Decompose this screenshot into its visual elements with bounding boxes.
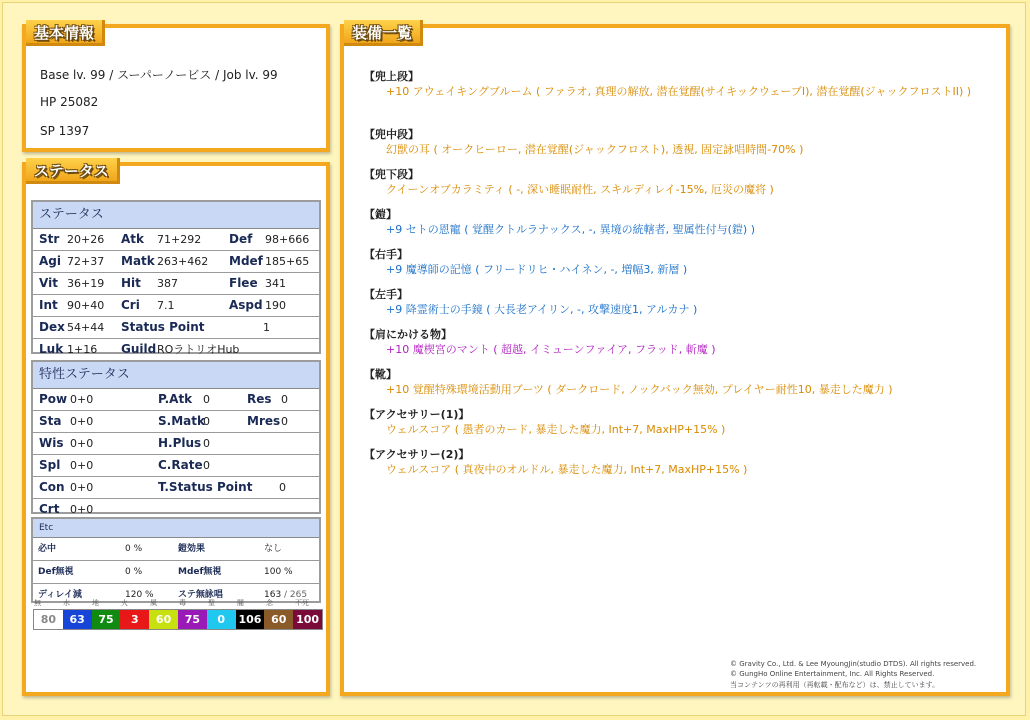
- derived-value: 98+666: [265, 233, 310, 246]
- derived-value: 0: [203, 393, 210, 406]
- derived-label: Mdef: [229, 254, 263, 268]
- derived-label: Flee: [229, 276, 258, 290]
- equipment-item: +10 アウェイキングブルーム ( ファラオ, 真理の解放, 潜在覚醒(サイキックウェーブI), 潜在覚醒(ジャックフロストII) ): [386, 85, 972, 98]
- element-resistance-cell: 0: [207, 610, 236, 629]
- stat-label: Sta: [39, 414, 62, 428]
- derived-label: Atk: [121, 232, 145, 246]
- stat-label: Wis: [39, 436, 64, 450]
- element-resistance-cell: 100: [293, 610, 322, 629]
- trait-status-table: [31, 360, 321, 514]
- status-table: [31, 200, 321, 354]
- etc-value: 0 %: [125, 567, 143, 577]
- derived-value: 341: [265, 277, 286, 290]
- equipment-item: +10 魔楔宮のマント ( 超越, イミューンファイア, フラッド, 斬魔 ): [386, 343, 716, 356]
- element-name: 闇: [237, 599, 244, 607]
- element-names: [33, 598, 323, 608]
- etc-value: 0 %: [125, 544, 143, 554]
- basic-info-panel: [22, 24, 330, 152]
- derived-label: Matk: [121, 254, 155, 268]
- stat-value: 54+44: [67, 321, 105, 334]
- derived-value: 0: [203, 459, 210, 472]
- status-panel: [22, 162, 330, 696]
- etc-value: なし: [264, 544, 283, 554]
- equipment-item: 幻獣の耳 ( オークヒーロー, 潜在覚醒(ジャックフロスト), 透視, 固定詠唱時間-70% ): [386, 143, 804, 156]
- etc-label: 必中: [38, 544, 57, 554]
- element-resistance-cell: 60: [264, 610, 293, 629]
- derived-label: Hit: [121, 276, 141, 290]
- element-resistance-cell: 3: [120, 610, 149, 629]
- hp-line: HP 25082: [40, 95, 99, 109]
- stat-label: Int: [39, 298, 58, 312]
- stat-row: [33, 411, 319, 433]
- derived-label: Guild: [121, 342, 157, 356]
- equipment-item: +9 降霊術士の手鏡 ( 大長老アイリン, -, 攻撃速度1, アルカナ ): [386, 303, 698, 316]
- element-name: 風: [150, 599, 157, 607]
- stat-row: [33, 433, 319, 455]
- derived-label: H.Plus: [158, 436, 202, 450]
- equipment-slot-label: 【アクセサリー(2)】: [364, 448, 470, 461]
- element-name: 地: [92, 599, 99, 607]
- equipment-slot-label: 【靴】: [364, 368, 397, 381]
- etc-value: 120 %: [125, 590, 154, 600]
- derived-label: Cri: [121, 298, 140, 312]
- derived-value: 71+292: [157, 233, 202, 246]
- etc-table-title: Etc: [33, 519, 319, 538]
- derived-label: S.Matk: [158, 414, 205, 428]
- stat-row: [33, 477, 319, 499]
- etc-table: [31, 517, 321, 603]
- equipment-item: ウェルスコア ( 真夜中のオルドル, 暴走した魔力, Int+7, MaxHP+15% ): [386, 463, 748, 476]
- etc-value: 100 %: [264, 567, 293, 577]
- stat-label: Str: [39, 232, 60, 246]
- stat-row: [33, 273, 319, 295]
- etc-row: [33, 538, 319, 561]
- element-name: 聖: [208, 599, 215, 607]
- etc-value: 163: [264, 590, 282, 600]
- derived-value: 185+65: [265, 255, 310, 268]
- derived-value: 190: [265, 299, 286, 312]
- derived-label: Def: [229, 232, 253, 246]
- element-resistance-cell: 80: [34, 610, 63, 629]
- derived-value: 1: [263, 321, 270, 334]
- derived-value: 0: [281, 415, 288, 428]
- element-name: 念: [266, 599, 273, 607]
- status-tab: ステータス: [26, 158, 120, 184]
- stat-label: Pow: [39, 392, 68, 406]
- stat-row: [33, 389, 319, 411]
- element-name: 水: [63, 599, 70, 607]
- etc-label: Mdef無視: [178, 567, 222, 577]
- element-resistance-cell: 75: [92, 610, 121, 629]
- element-resistance-cell: 75: [178, 610, 207, 629]
- copyright-line-1: © Gravity Co., Ltd. & Lee MyoungJin(studio DTDS). All rights reserved.: [730, 660, 977, 668]
- derived-label: Status Point: [121, 320, 205, 334]
- derived-label: Mres: [247, 414, 281, 428]
- stat-label: Dex: [39, 320, 65, 334]
- derived-label: Aspd: [229, 298, 263, 312]
- element-name: 毒: [179, 599, 186, 607]
- etc-label: Def無視: [38, 567, 74, 577]
- stat-label: Vit: [39, 276, 58, 290]
- stat-value: 36+19: [67, 277, 105, 290]
- element-resistance-cell: 63: [63, 610, 92, 629]
- stat-value: 72+37: [67, 255, 105, 268]
- stat-value: 0+0: [70, 503, 94, 516]
- sp-line: SP 1397: [40, 124, 90, 138]
- element-resistance-cell: 60: [149, 610, 178, 629]
- etc-row: [33, 561, 319, 584]
- derived-value: 0: [279, 481, 286, 494]
- base-level-line: Base lv. 99 / スーパーノービス / Job lv. 99: [40, 68, 278, 82]
- equipment-slot-label: 【兜中段】: [364, 128, 419, 141]
- derived-value: 0: [203, 437, 210, 450]
- derived-value: 387: [157, 277, 178, 290]
- stat-value: 0+0: [70, 459, 94, 472]
- equipment-item: +10 覚醒特殊環境活動用ブーツ ( ダークロード, ノックバック無効, プレイヤー耐性10, 暴走した魔力 ): [386, 383, 893, 396]
- stat-label: Spl: [39, 458, 61, 472]
- equipment-tab: 装備一覧: [344, 20, 423, 46]
- derived-label: Res: [247, 392, 272, 406]
- stat-row: [33, 229, 319, 251]
- stat-row: [33, 455, 319, 477]
- element-name: 不死: [295, 599, 309, 607]
- derived-label: T.Status Point: [158, 480, 253, 494]
- stat-row: [33, 295, 319, 317]
- stat-value: 20+26: [67, 233, 105, 246]
- equipment-item: クイーンオブカラミティ ( -, 深い睡眠耐性, スキルディレイ-15%, 厄災の魔将 ): [386, 183, 774, 196]
- equipment-slot-label: 【右手】: [364, 248, 408, 261]
- stat-value: 0+0: [70, 481, 94, 494]
- status-table-title: ステータス: [33, 202, 319, 229]
- equipment-slot-label: 【鎧】: [364, 208, 397, 221]
- stat-label: Crt: [39, 502, 60, 516]
- derived-value: 0: [281, 393, 288, 406]
- copyright-line-2: © GungHo Online Entertainment, Inc. All Rights Reserved.: [730, 670, 935, 678]
- equipment-slot-label: 【アクセサリー(1)】: [364, 408, 470, 421]
- trait-table-title: 特性ステータス: [33, 362, 319, 389]
- element-resistance-cell: 106: [236, 610, 265, 629]
- equipment-slot-label: 【兜上段】: [364, 70, 419, 83]
- derived-value: 7.1: [157, 299, 175, 312]
- copyright-line-3: 当コンテンツの再利用（再転載・配布など）は、禁止しています。: [730, 681, 940, 689]
- stat-label: Con: [39, 480, 65, 494]
- stat-row: [33, 339, 319, 360]
- stat-label: Luk: [39, 342, 64, 356]
- equipment-slot-label: 【兜下段】: [364, 168, 419, 181]
- stat-row: [33, 251, 319, 273]
- equipment-item: ウェルスコア ( 愚者のカード, 暴走した魔力, Int+7, MaxHP+15% ): [386, 423, 726, 436]
- etc-label: 鎧効果: [178, 544, 206, 554]
- derived-value: 0: [203, 415, 210, 428]
- derived-label: C.Rate: [158, 458, 203, 472]
- element-name: 無: [34, 599, 41, 607]
- etc-label: ディレイ減: [38, 590, 82, 600]
- stat-label: Agi: [39, 254, 61, 268]
- etc-value-max: / 265: [284, 590, 308, 600]
- basic-info-tab: 基本情報: [26, 20, 105, 46]
- stat-row: [33, 317, 319, 339]
- stat-value: 0+0: [70, 393, 94, 406]
- element-resistance-bar: [33, 609, 323, 630]
- stat-value: 0+0: [70, 437, 94, 450]
- stat-value: 90+40: [67, 299, 105, 312]
- element-name: 火: [121, 599, 128, 607]
- equipment-item: +9 魔導師の記憶 ( フリードリヒ・ハイネン, -, 増幅3, 新層 ): [386, 263, 688, 276]
- derived-label: P.Atk: [158, 392, 193, 406]
- equipment-item: +9 セトの恩寵 ( 覚醒クトルラナックス, -, 異境の統轄者, 聖属性付与(鎧) ): [386, 223, 755, 236]
- equipment-slot-label: 【左手】: [364, 288, 408, 301]
- equipment-panel: [340, 24, 1010, 696]
- stat-value: 0+0: [70, 415, 94, 428]
- derived-value: ROラトリオHub: [157, 343, 240, 356]
- equipment-slot-label: 【肩にかける物】: [364, 328, 452, 341]
- derived-value: 263+462: [157, 255, 209, 268]
- stat-value: 1+16: [67, 343, 98, 356]
- etc-label: ステ無詠唱: [178, 590, 223, 600]
